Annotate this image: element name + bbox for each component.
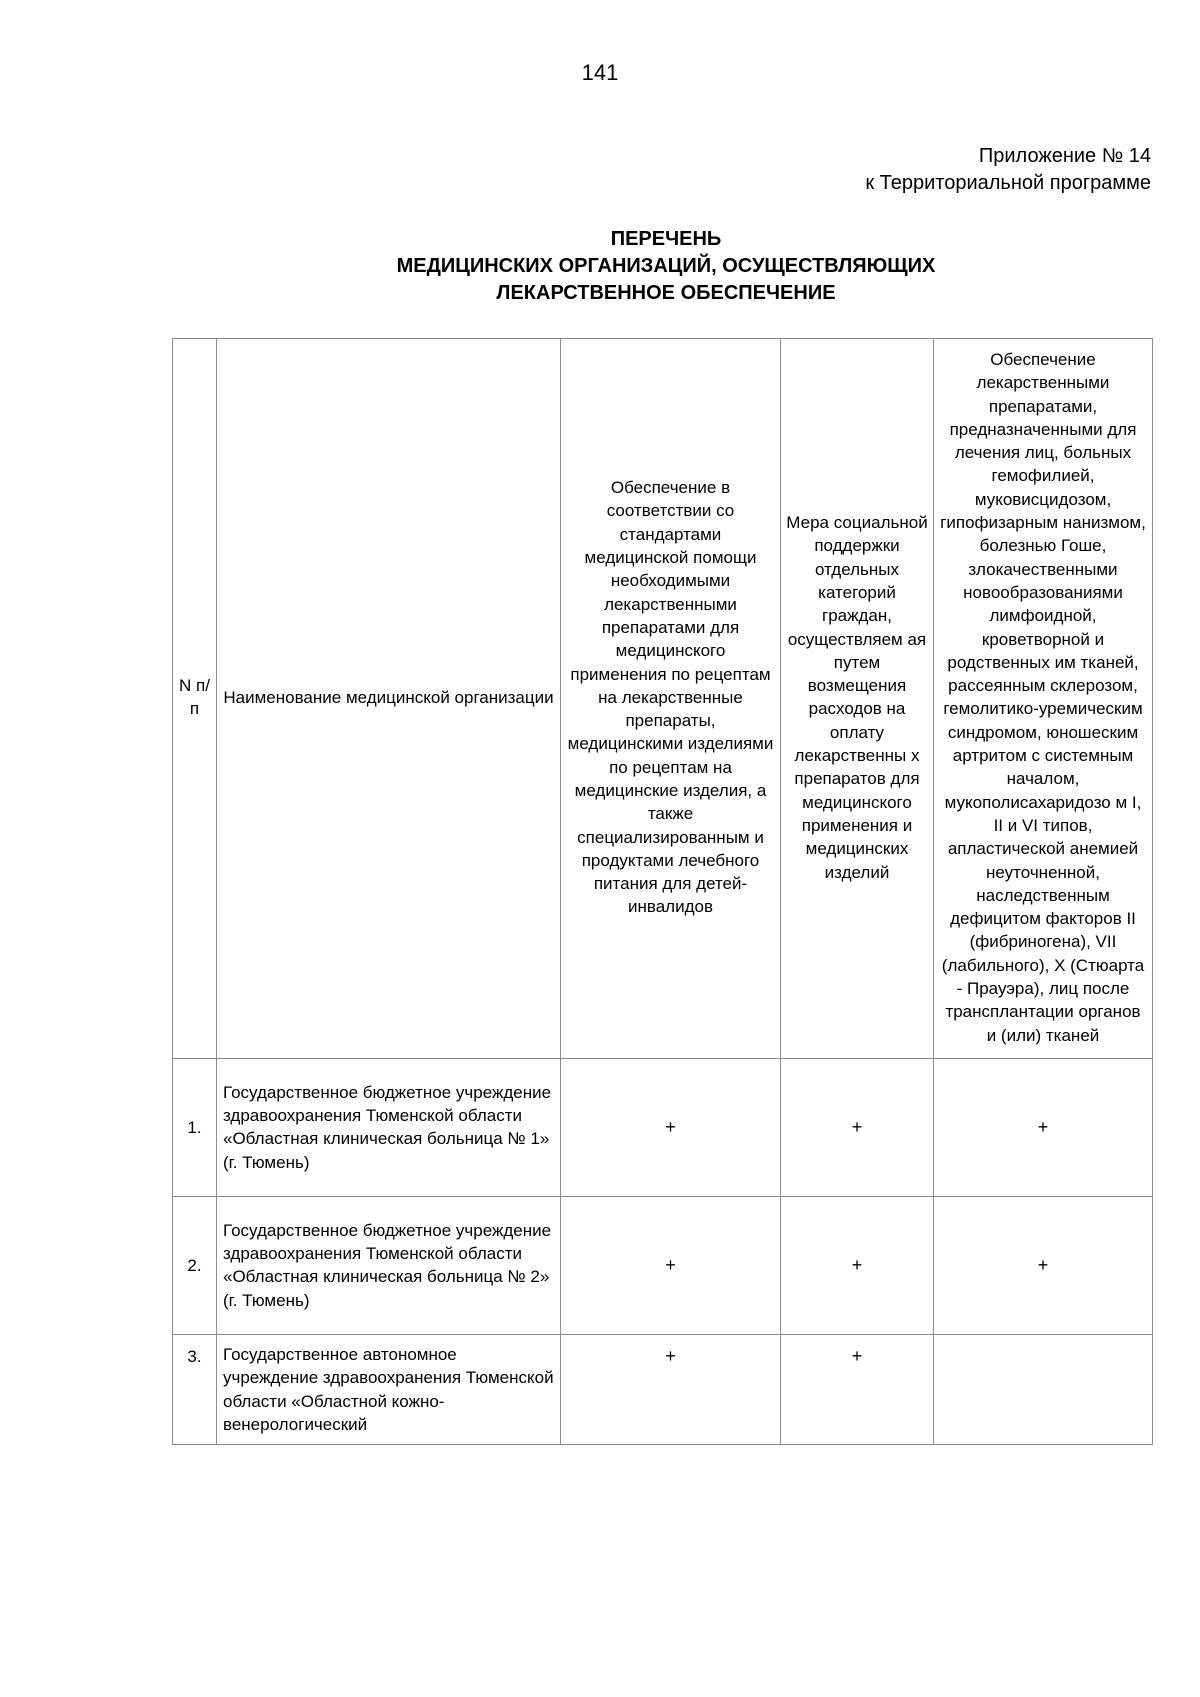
row-name: Государственное автономное учреждение здравоохранения Тюменской области «Областной кожно-венерологический [217, 1334, 561, 1444]
row-col3-mark: + [561, 1334, 781, 1444]
header-col5: Обеспечение лекарственными препаратами, предназначенными для лечения лиц, больных гемофилией, муковисцидозом, гипофизарным нанизмом, болезнью Гоше, злокачественными новообразованиями лимфоидной, кроветворной и родственных им тканей, рассеянным склерозом, гемолитико-уремическим синдромом, юношеским артритом с системным началом, мукополисахаридозо м I, II и VI типов, апластической анемией неуточненной, наследственным дефицитом факторов II (фибриногена), VII (лабильного), X (Стюарта - Прауэра), лиц после трансплантации органов и (или) тканей [934, 339, 1153, 1059]
organizations-table [172, 338, 1153, 1445]
title-line-3: ЛЕКАРСТВЕННОЕ ОБЕСПЕЧЕНИЕ [496, 282, 836, 304]
document-title [0, 226, 1200, 307]
header-col4: Мера социальной поддержки отдельных категорий граждан, осуществляем ая путем возмещения расходов на оплату лекарственны х препаратов для медицинского применения и медицинских изделий [781, 339, 934, 1059]
table-row [173, 1334, 1153, 1444]
table-row [173, 1196, 1153, 1334]
row-num: 3. [173, 1334, 217, 1444]
row-col5-mark: + [934, 1196, 1153, 1334]
row-col5-mark: + [934, 1058, 1153, 1196]
title-line-1: ПЕРЕЧЕНЬ [610, 228, 722, 250]
table-row [173, 1058, 1153, 1196]
table-header-row [173, 339, 1153, 1059]
row-num: 1. [173, 1058, 217, 1196]
appendix-note [865, 143, 1151, 197]
row-col4-mark: + [781, 1196, 934, 1334]
appendix-line-1: Приложение № 14 [978, 145, 1151, 167]
appendix-line-2: к Территориальной программе [865, 172, 1151, 194]
row-num: 2. [173, 1196, 217, 1334]
title-line-2: МЕДИЦИНСКИХ ОРГАНИЗАЦИЙ, ОСУЩЕСТВЛЯЮЩИХ [396, 255, 936, 277]
header-num: N п/п [173, 339, 217, 1059]
row-col5-mark [934, 1334, 1153, 1444]
header-name: Наименование медицинской организации [217, 339, 561, 1059]
row-col4-mark: + [781, 1058, 934, 1196]
row-col3-mark: + [561, 1196, 781, 1334]
row-name: Государственное бюджетное учреждение здравоохранения Тюменской области «Областная клиническая больница № 2» (г. Тюмень) [217, 1196, 561, 1334]
row-name: Государственное бюджетное учреждение здравоохранения Тюменской области «Областная клиническая больница № 1» (г. Тюмень) [217, 1058, 561, 1196]
row-col3-mark: + [561, 1058, 781, 1196]
header-col3: Обеспечение в соответствии со стандартами медицинской помощи необходимыми лекарственными препаратами для медицинского применения по рецептам на лекарственные препараты, медицинскими изделиями по рецептам на медицинские изделия, а также специализированным и продуктами лечебного питания для детей-инвалидов [561, 339, 781, 1059]
page-number: 141 [581, 60, 619, 85]
row-col4-mark: + [781, 1334, 934, 1444]
